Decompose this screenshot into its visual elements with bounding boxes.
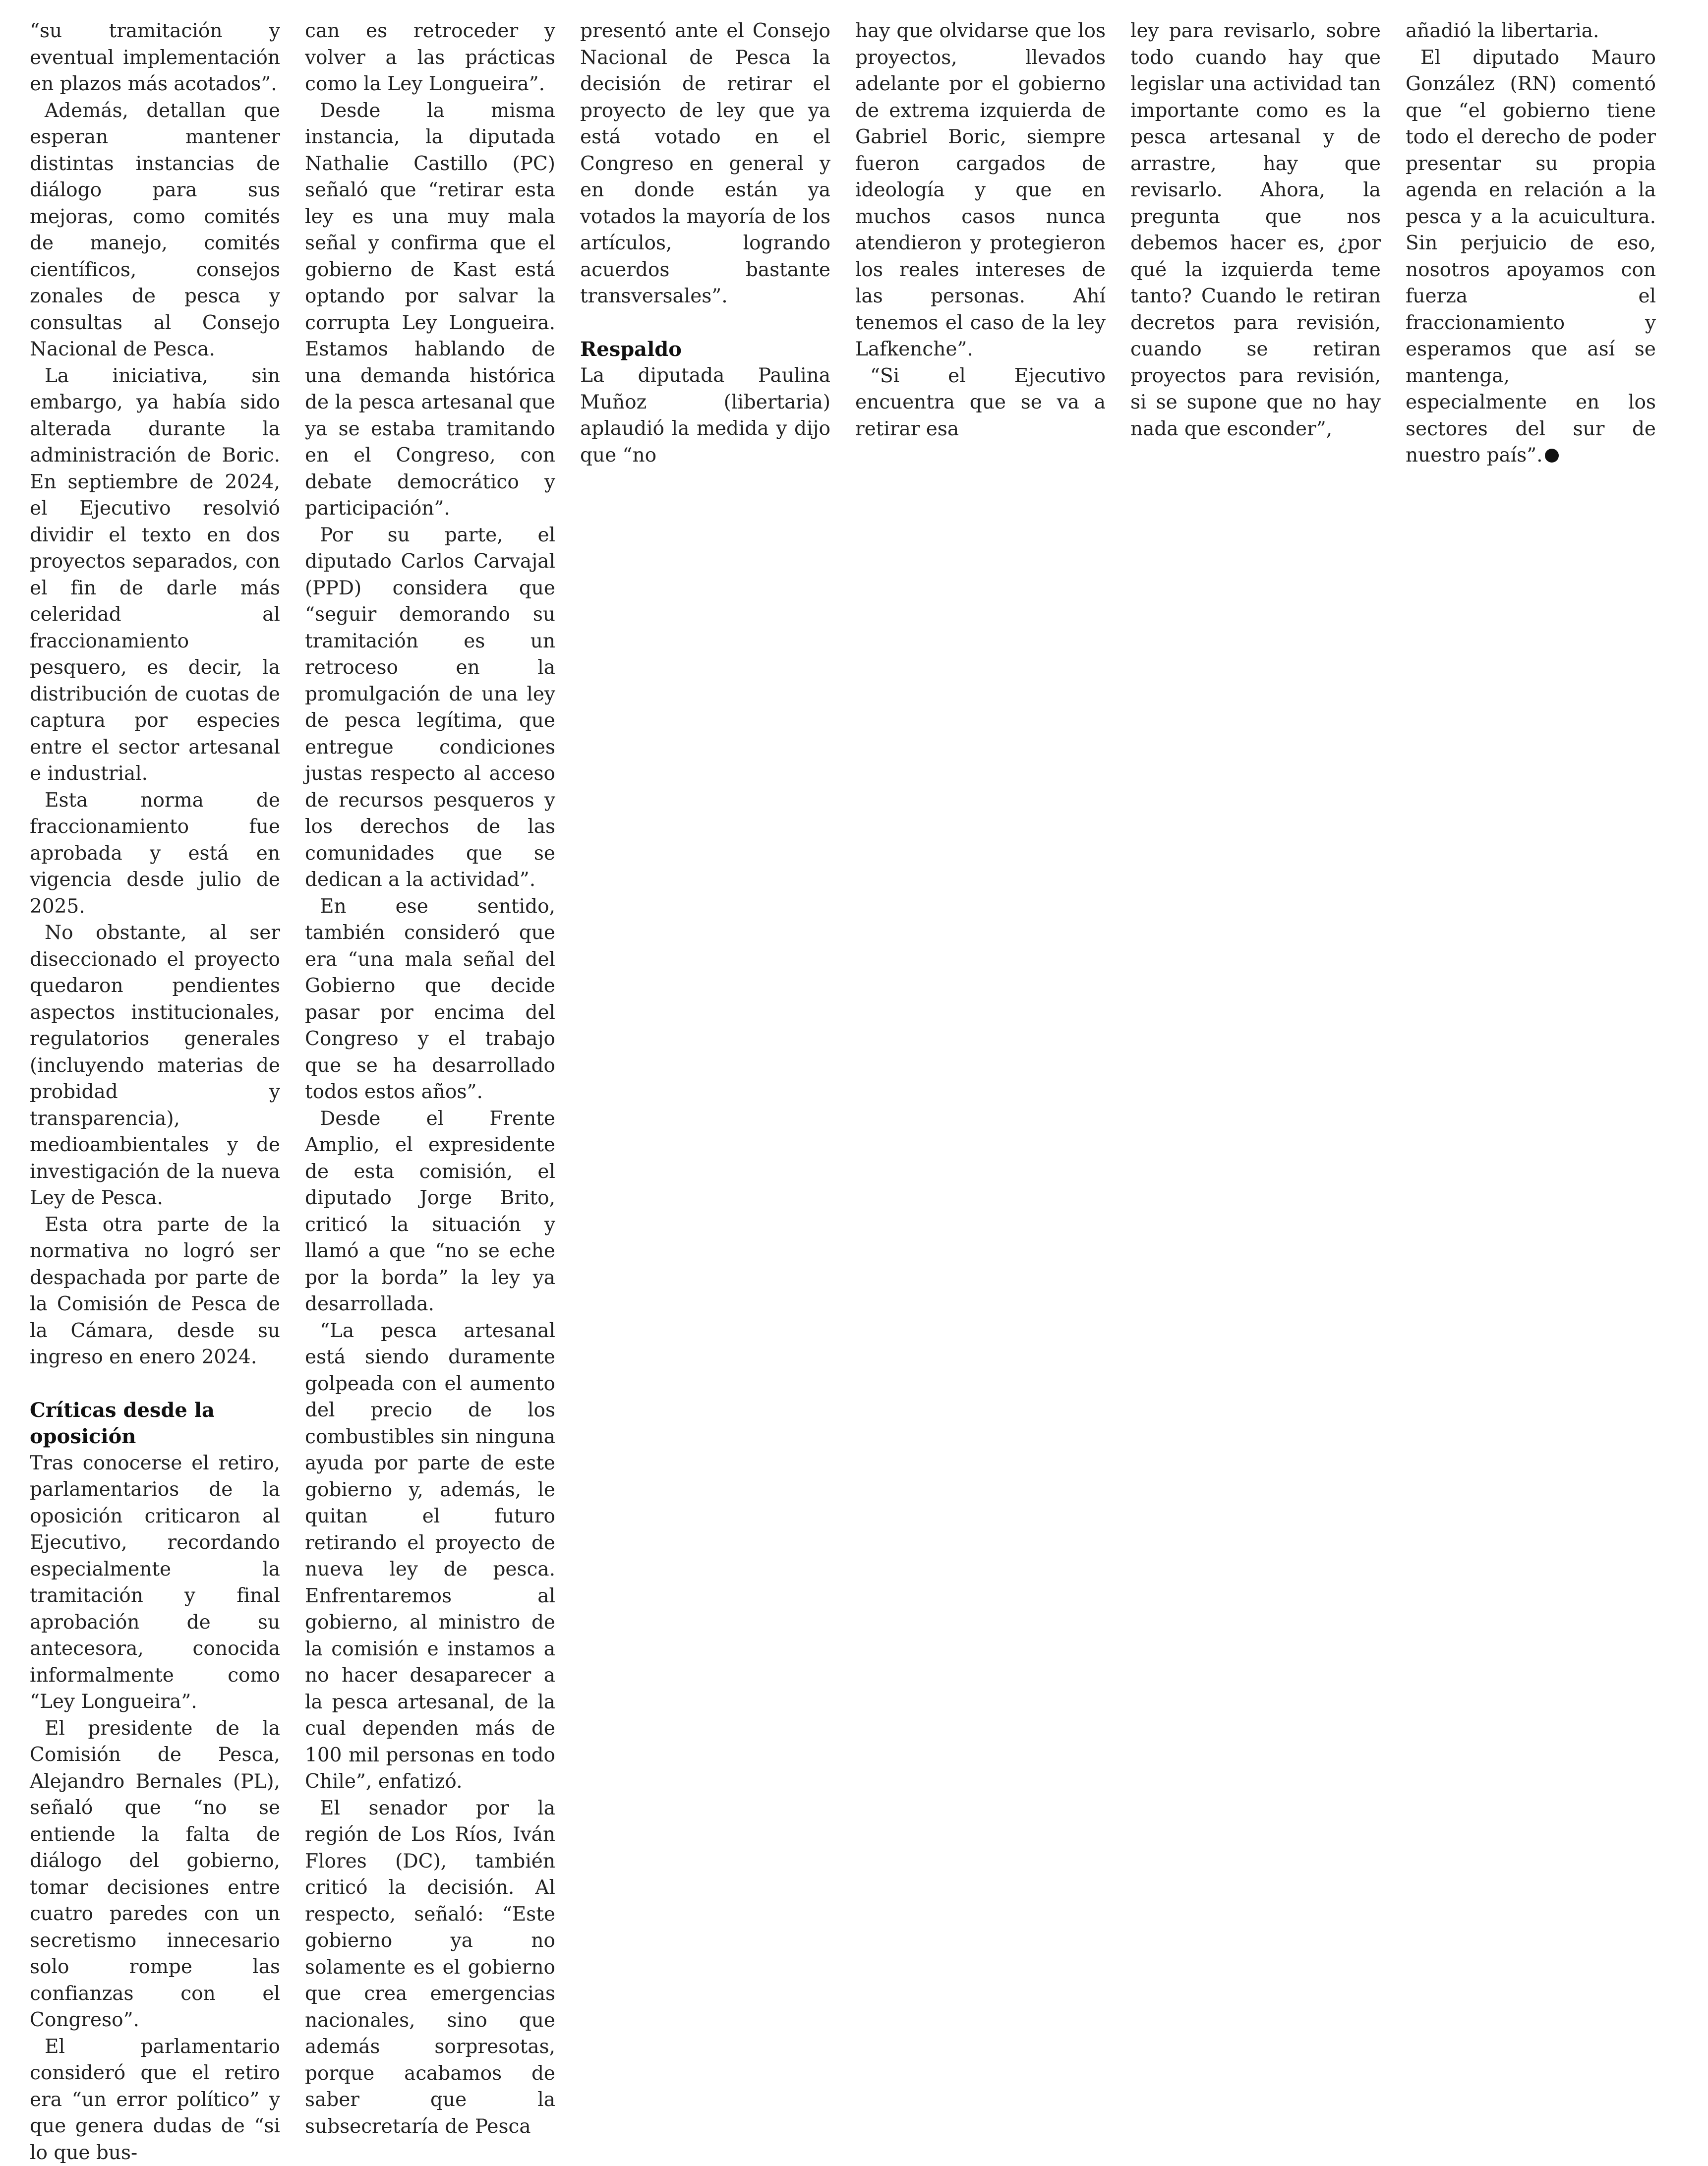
article-column-2 xyxy=(305,18,555,1932)
article-column-4 xyxy=(855,18,1106,1932)
paragraph: Esta norma de fraccionamiento fue aprobada y está en vigencia desde julio de 2025. xyxy=(30,787,280,920)
article-column-5 xyxy=(1130,18,1381,1932)
paragraph: En ese sentido, también consideró que era “una mala señal del Gobierno que decide pasar por encima del Congreso y el trabajo que se ha desarrollado todos estos años”. xyxy=(305,893,555,1106)
paragraph: “La pesca artesanal está siendo duramente golpeada con el aumento del precio de los combustibles sin ninguna ayuda por parte de este gobierno y, además, le quitan el futuro retirando el proyecto de nueva ley de pesca. Enfrentaremos al gobierno, al ministro de la comisión e instamos a no hacer desaparecer a la pesca artesanal, de la cual dependen más de 100 mil personas en todo Chile”, enfatizó. xyxy=(305,1318,555,1795)
paragraph: ley para revisarlo, sobre todo cuando hay que legislar una actividad tan importante como es la pesca artesanal y de arrastre, hay que revisarlo. Ahora, la pregunta que nos debemos hacer es, ¿por qué la izquierda teme tanto? Cuando le retiran decretos para revisión, cuando se retiran proyectos para revisión, si se supone que no hay nada que esconder”, xyxy=(1130,18,1381,442)
paragraph: hay que olvidarse que los proyectos, llevados adelante por el gobierno de extrema izquierda de Gabriel Boric, siempre fueron cargados de ideología y que en muchos casos nunca atendieron y protegieron los reales intereses de las personas. Ahí tenemos el caso de la ley Lafkenche”. xyxy=(855,18,1106,363)
article-column-3 xyxy=(580,18,830,1932)
article-column-6 xyxy=(1406,18,1656,1932)
paragraph: “Si el Ejecutivo encuentra que se va a retirar esa xyxy=(855,363,1106,443)
paragraph: presentó ante el Consejo Nacional de Pesca la decisión de retirar el proyecto de ley que ya está votado en el Congreso en general y en donde están ya votados la mayoría de los artículos, logrando acuerdos bastante transversales”. xyxy=(580,18,830,310)
paragraph: Desde la misma instancia, la diputada Nathalie Castillo (PC) señaló que “retirar esta ley es una muy mala señal y confirma que el gobierno de Kast está optando por salvar la corrupta Ley Longueira. Estamos hablando de una demanda histórica de la pesca artesanal que ya se estaba tramitando en el Congreso, con debate democrático y participación”. xyxy=(305,98,555,522)
paragraph: Tras conocerse el retiro, parlamentarios de la oposición criticaron al Ejecutivo, recordando especialmente la tramitación y final aprobación de su antecesora, conocida informalmente como “Ley Longueira”. xyxy=(30,1450,280,1715)
paragraph: La iniciativa, sin embargo, ya había sido alterada durante la administración de Boric. En septiembre de 2024, el Ejecutivo resolvió dividir el texto en dos proyectos separados, con el fin de darle más celeridad al fraccionamiento pesquero, es decir, la distribución de cuotas de captura por especies entre el sector artesanal e industrial. xyxy=(30,363,280,787)
paragraph: El senador por la región de Los Ríos, Iván Flores (DC), también criticó la decisión. Al respecto, señaló: “Este gobierno ya no solamente es el gobierno que crea emergencias nacionales, sino que además sorpresotas, porque acabamos de saber que la subsecretaría de Pesca xyxy=(305,1795,555,2140)
end-of-article-dot-icon xyxy=(1545,449,1559,463)
final-paragraph-text: El diputado Mauro González (RN) comentó que “el gobierno tiene todo el derecho de poder presentar su propia agenda en relación a la pesca y a la acuicultura. Sin perjuicio de eso, nosotros apoyamos con fuerza el fraccionamiento y esperamos que así se mantenga, especialmente en los sectores del sur de nuestro país”. xyxy=(1406,47,1656,467)
paragraph: El presidente de la Comisión de Pesca, Alejandro Bernales (PL), señaló que “no se entiende la falta de diálogo del gobierno, tomar decisiones entre cuatro paredes con un secretismo innecesario solo rompe las confianzas con el Congreso”. xyxy=(30,1715,280,2034)
section-heading-criticas: Críticas desde la oposición xyxy=(30,1397,280,1450)
section-heading-respaldo: Respaldo xyxy=(580,336,830,363)
newspaper-page xyxy=(30,18,1681,1932)
paragraph: can es retroceder y volver a las prácticas como la Ley Longueira”. xyxy=(305,18,555,98)
paragraph: Además, detallan que esperan mantener distintas instancias de diálogo para sus mejoras, como comités de manejo, comités científicos, consejos zonales de pesca y consultas al Consejo Nacional de Pesca. xyxy=(30,98,280,363)
paragraph: añadió la libertaria. xyxy=(1406,18,1656,45)
paragraph: Desde el Frente Amplio, el expresidente de esta comisión, el diputado Jorge Brito, criticó la situación y llamó a que “no se eche por la borda” la ley ya desarrollada. xyxy=(305,1106,555,1318)
paragraph: “su tramitación y eventual implementación en plazos más acotados”. xyxy=(30,18,280,98)
article-column-1 xyxy=(30,18,280,1932)
paragraph: El parlamentario consideró que el retiro era “un error político” y que genera dudas de “si lo que bus- xyxy=(30,2034,280,2166)
paragraph: Esta otra parte de la normativa no logró ser despachada por parte de la Comisión de Pesca de la Cámara, desde su ingreso en enero 2024. xyxy=(30,1212,280,1371)
paragraph-final xyxy=(1406,45,1656,469)
paragraph: Por su parte, el diputado Carlos Carvajal (PPD) considera que “seguir demorando su tramitación es un retroceso en la promulgación de una ley de pesca legítima, que entregue condiciones justas respecto al acceso de recursos pesqueros y los derechos de las comunidades que se dedican a la actividad”. xyxy=(305,522,555,893)
paragraph: No obstante, al ser diseccionado el proyecto quedaron pendientes aspectos institucionales, regulatorios generales (incluyendo materias de probidad y transparencia), medioambientales y de investigación de la nueva Ley de Pesca. xyxy=(30,920,280,1212)
paragraph: La diputada Paulina Muñoz (libertaria) aplaudió la medida y dijo que “no xyxy=(580,362,830,468)
